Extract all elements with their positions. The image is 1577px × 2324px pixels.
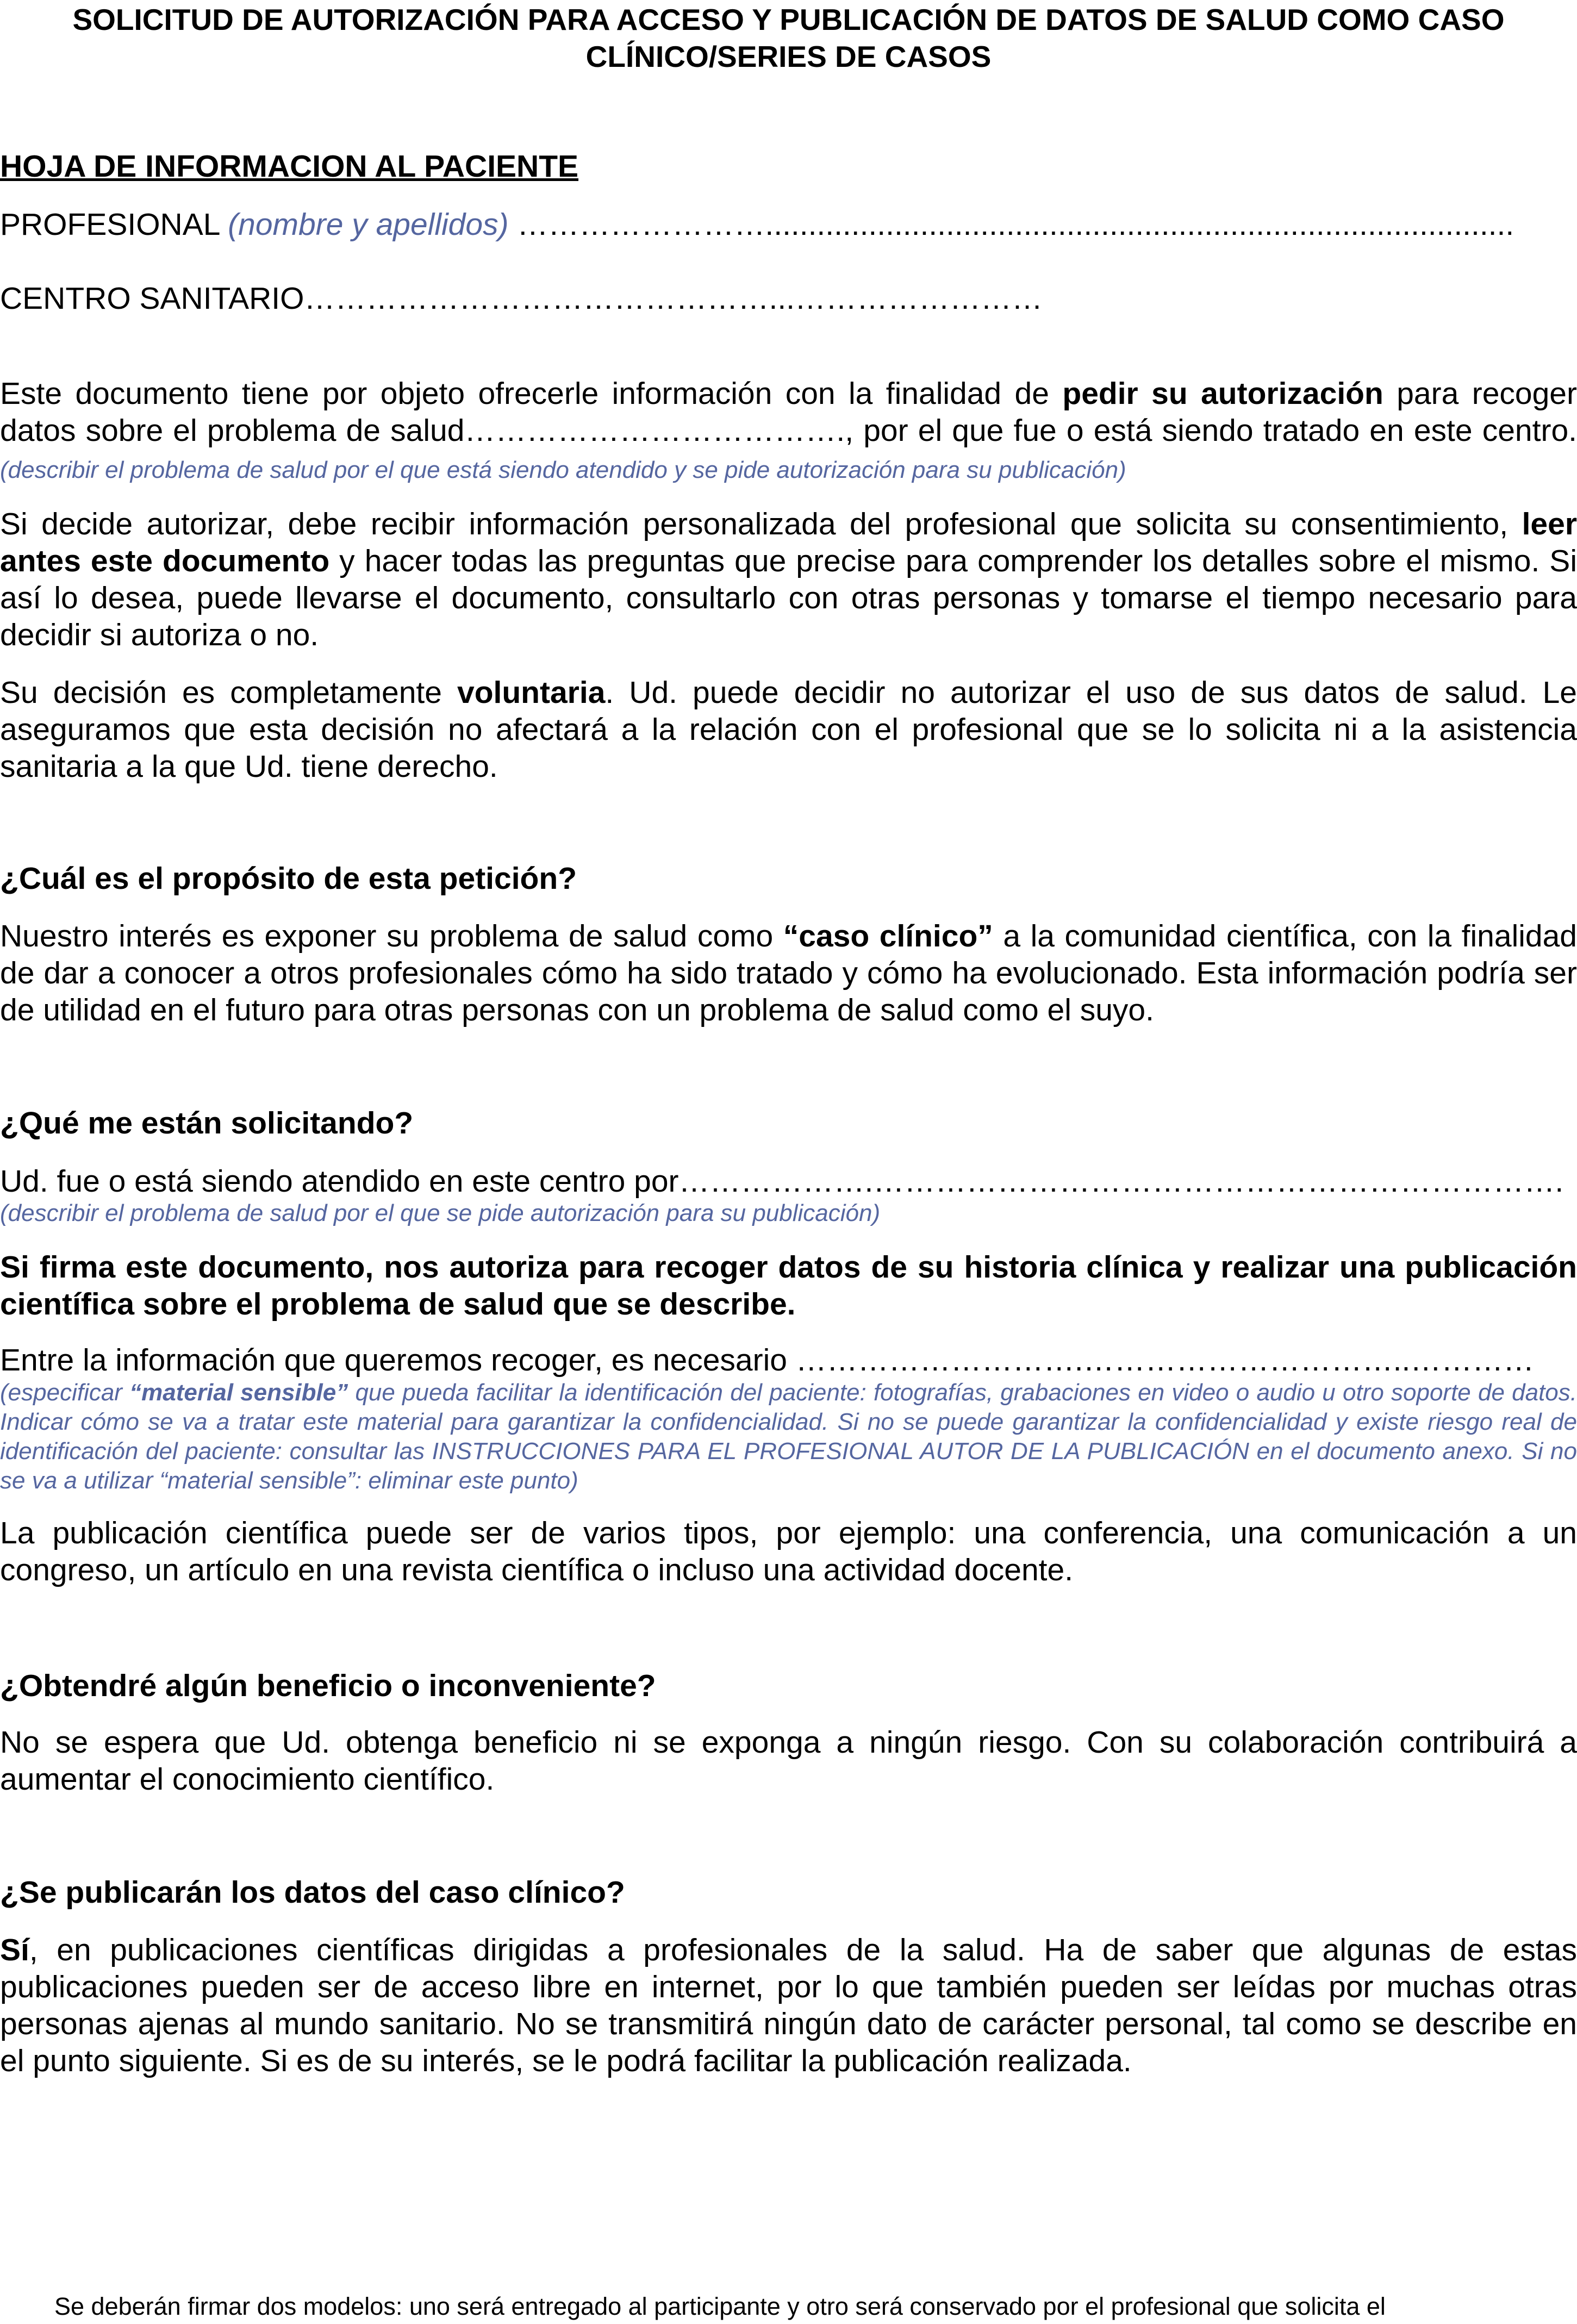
- request-note: (describir el problema de salud por el que se pide autorización para su publicación): [0, 1200, 881, 1226]
- intro-p1-text-a: Este documento tiene por objeto ofrecerle información con la finalidad de: [0, 376, 1063, 411]
- profesional-dots: …………………….......................................................................................: [508, 207, 1514, 242]
- info-heading: HOJA DE INFORMACION AL PACIENTE: [0, 149, 579, 184]
- intro-p3-bold: voluntaria: [457, 675, 606, 710]
- intro-p1-bold: pedir su autorización: [1062, 376, 1383, 411]
- sensitive-material-note: [0, 1378, 1577, 1496]
- necessary-line: Entre la información que queremos recoger, es necesario ……………………….…………………………..…………: [0, 1343, 1535, 1378]
- intro-p3-text-a: Su decisión es completamente: [0, 675, 457, 710]
- purpose-text-a: Nuestro interés es exponer su problema de salud como: [0, 919, 783, 954]
- intro-paragraph-2: [0, 506, 1577, 653]
- purpose-heading: ¿Cuál es el propósito de esta petición?: [0, 861, 577, 896]
- publish-text-b: , en publicaciones científicas dirigidas a profesionales de la salud. Ha de saber que algunas de estas publicaciones pueden ser de acceso libre en internet, por lo que también pueden ser leídas por muchas otras personas ajenas al mundo sanitario. No se transmitirá ningún dato de carácter personal, tal como se describe en el punto siguiente. Si es de su interés, se le podrá facilitar la publicación realizada.: [0, 1933, 1577, 2078]
- purpose-bold: “caso clínico”: [783, 919, 993, 954]
- title-line-2: CLÍNICO/SERIES DE CASOS: [585, 40, 992, 73]
- note2-text-b: que pueda facilitar la identificación del paciente: fotografías, grabaciones en video o audio u otro soporte de datos. Indicar cómo se va a tratar este material para garantizar la confidencialidad. Si no se puede garantizar la confidencialidad y existe riesgo real de identificación del paciente: consultar las INSTRUCCIONES PARA EL PROFESIONAL AUTOR DE LA PUBLICACIÓN en el documento anexo. Si no se va a utilizar “material sensible”: eliminar este punto): [0, 1379, 1577, 1494]
- publish-heading: ¿Se publicarán los datos del caso clínico?: [0, 1875, 625, 1910]
- request-bold-paragraph: Si firma este documento, nos autoriza para recoger datos de su historia clínica y realizar una publicación científica sobre el problema de salud que se describe.: [0, 1250, 1577, 1322]
- intro-p2-text-b: y hacer todas las preguntas que precise para comprender los detalles sobre el mismo. Si así lo desea, puede llevarse el documento, consultarlo con otras personas y tomarse el tiempo necesario para decidir si autoriza o no.: [0, 544, 1577, 652]
- request-heading: ¿Qué me están solicitando?: [0, 1106, 414, 1141]
- intro-p2-text-a: Si decide autorizar, debe recibir información personalizada del profesional que solicita su consentimiento,: [0, 507, 1522, 541]
- centro-field: [0, 280, 1577, 317]
- intro-paragraph-1: [0, 375, 1577, 486]
- publication-types-paragraph: La publicación científica puede ser de varios tipos, por ejemplo: una conferencia, una comunicación a un congreso, un artículo en una revista científica o incluso una actividad docente.: [0, 1516, 1577, 1587]
- note2-text-a: (especificar: [0, 1379, 130, 1406]
- profesional-label: PROFESIONAL: [0, 207, 228, 242]
- profesional-field: [0, 206, 1577, 243]
- benefit-paragraph: No se espera que Ud. obtenga beneficio ni se exponga a ningún riesgo. Con su colaboración contribuirá a aumentar el conocimiento científico.: [0, 1725, 1577, 1797]
- footer-note: Se deberán firmar dos modelos: uno será entregado al participante y otro será conservado por el profesional que solicita el: [54, 2292, 1386, 2320]
- benefit-heading: ¿Obtendré algún beneficio o inconveniente?: [0, 1668, 656, 1703]
- centro-dots: ………………………………………...……………………: [304, 281, 1043, 316]
- purpose-paragraph: [0, 918, 1577, 1029]
- intro-p1-note: (describir el problema de salud por el que está siendo atendido y se pide autorización para su publicación): [0, 457, 1126, 483]
- note2-bold: “material sensible”: [129, 1379, 348, 1406]
- document-title: [0, 1, 1577, 75]
- intro-p1-text-b: para recoger datos sobre el problema de salud………………………………., por el que fue o está siendo tratado en este centro.: [0, 376, 1577, 448]
- publish-paragraph: [0, 1932, 1577, 2079]
- purpose-text-b: a la comunidad científica, con la finalidad de dar a conocer a otros profesionales cómo ha sido tratado y cómo ha evolucionado. Esta información podría ser de utilidad en el futuro para otras personas con un problema de salud como el suyo.: [0, 919, 1577, 1027]
- request-line: Ud. fue o está siendo atendido en este centro por……………….………………………………………………………….: [0, 1164, 1564, 1199]
- intro-p3-text-b: . Ud. puede decidir no autorizar el uso de sus datos de salud. Le aseguramos que esta decisión no afectará a la relación con el profesional que se lo solicita ni a la asistencia sanitaria a la que Ud. tiene derecho.: [0, 675, 1577, 784]
- title-line-1: SOLICITUD DE AUTORIZACIÓN PARA ACCESO Y PUBLICACIÓN DE DATOS DE SALUD COMO CASO: [72, 3, 1505, 36]
- intro-p2-bold: leer antes este documento: [0, 507, 1577, 578]
- centro-label: CENTRO SANITARIO: [0, 281, 304, 316]
- profesional-note: (nombre y apellidos): [228, 207, 509, 242]
- intro-paragraph-3: [0, 674, 1577, 785]
- publish-bold: Sí: [0, 1933, 29, 1967]
